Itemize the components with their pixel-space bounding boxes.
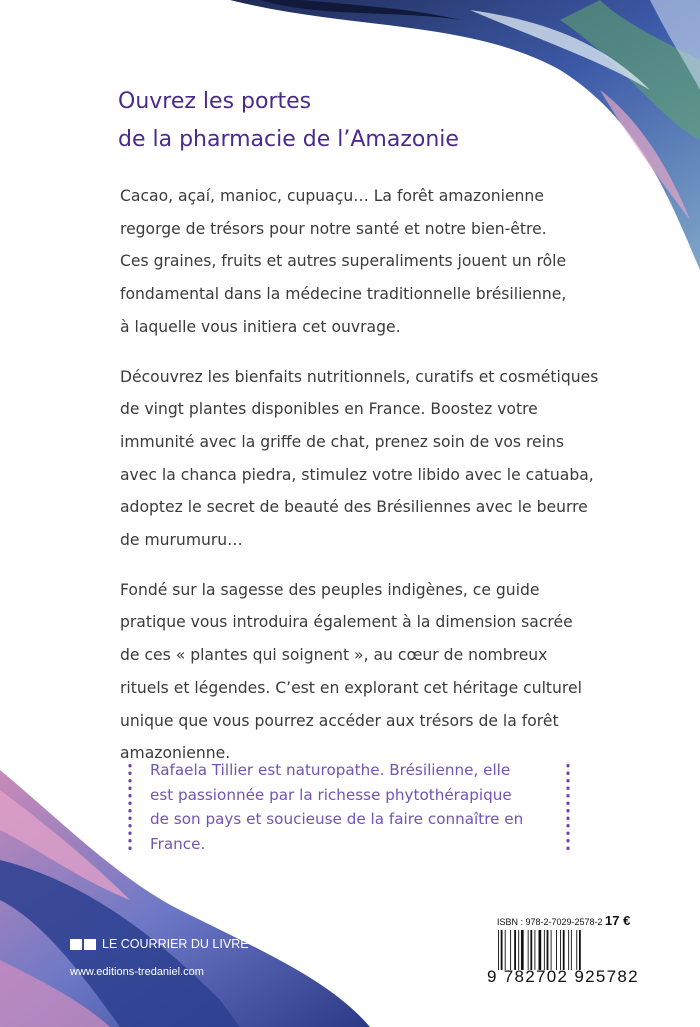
text-line: unique que vous pourrez accéder aux trésors de la forêt [120, 711, 559, 730]
paragraph [120, 574, 620, 770]
text-line: immunité avec la griffe de chat, prenez soin de vos reins [120, 432, 564, 451]
text-line: à laquelle vous initiera cet ouvrage. [120, 317, 401, 336]
author-bio [128, 758, 580, 854]
text-line: de vingt plantes disponibles en France. Boostez votre [120, 400, 538, 419]
headline-line: Ouvrez les portes [118, 89, 312, 114]
text-line: de murumuru… [120, 531, 243, 550]
paragraph [120, 180, 620, 344]
open-book-icon [70, 939, 96, 950]
text-line: adoptez le secret de beauté des Brésiliennes avec le beurre [120, 498, 588, 517]
text-line: rituels et légendes. C’est en explorant cet héritage culturel [120, 678, 582, 697]
dotted-divider [566, 762, 570, 854]
publisher-name: LE COURRIER DU LIVRE [102, 937, 249, 951]
text-line: est passionnée par la richesse phytothérapique [150, 785, 512, 804]
isbn: ISBN : 978-2-7029-2578-2 [497, 917, 603, 927]
barcode [497, 930, 612, 970]
dotted-divider [128, 762, 132, 854]
author-bio-text [150, 758, 523, 857]
text-line: avec la chanca piedra, stimulez votre libido avec le catuaba, [120, 465, 594, 484]
price: 17 € [605, 913, 631, 928]
text-line: regorge de trésors pour notre santé et notre bien-être. [120, 219, 547, 238]
text-line: de son pays et soucieuse de la faire connaître en [150, 810, 524, 829]
text-line: France. [150, 835, 206, 854]
description [120, 180, 620, 787]
publisher-logo [70, 937, 249, 951]
headline-line: de la pharmacie de l’Amazonie [118, 127, 459, 152]
text-line: Rafaela Tillier est naturopathe. Brésilienne, elle [150, 761, 511, 779]
publisher-website: www.editions-tredaniel.com [70, 966, 204, 978]
headline [118, 83, 459, 159]
text-line: amazonienne. [120, 744, 231, 763]
barcode-number: 9 782702 925782 [487, 967, 639, 986]
paragraph [120, 361, 620, 557]
text-line: pratique vous introduira également à la dimension sacrée [120, 613, 573, 632]
text-line: Ces graines, fruits et autres superaliments jouent un rôle [120, 252, 567, 271]
text-line: fondamental dans la médecine traditionnelle brésilienne, [120, 285, 567, 304]
text-line: Découvrez les bienfaits nutritionnels, curatifs et cosmétiques [120, 367, 599, 386]
text-line: de ces « plantes qui soignent », au cœur de nombreux [120, 646, 548, 665]
text-line: Cacao, açaí, manioc, cupuaçu… La forêt amazonienne [120, 187, 544, 205]
text-line: Fondé sur la sagesse des peuples indigènes, ce guide [120, 580, 540, 599]
